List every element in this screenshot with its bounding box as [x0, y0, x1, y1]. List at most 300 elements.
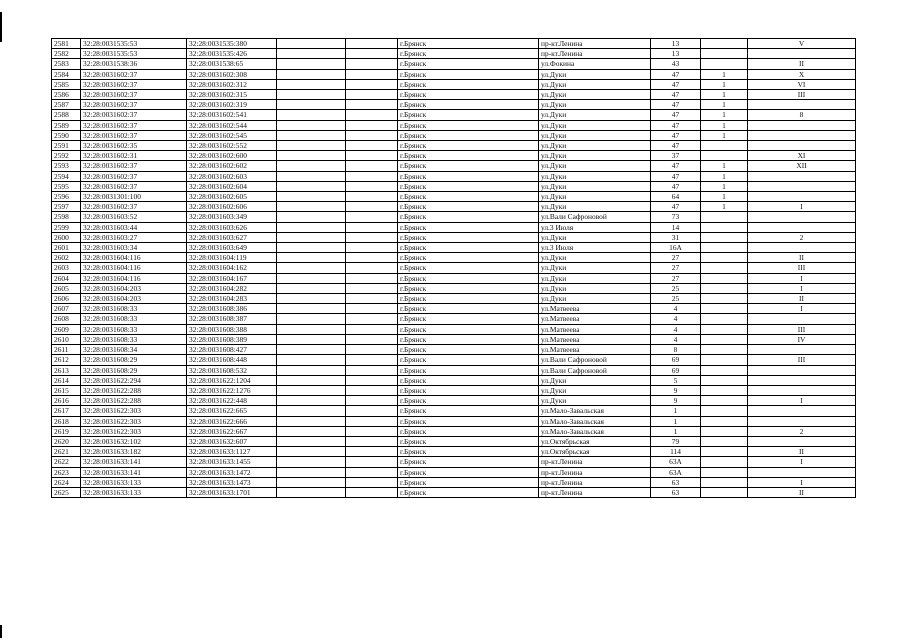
land-cadastral-number-cell: 32:28:0031602:37 — [81, 161, 187, 171]
house-number-cell: 47 — [651, 79, 701, 89]
building-number-cell — [701, 457, 748, 467]
house-number-cell: 47 — [651, 161, 701, 171]
city-cell: г.Брянск — [398, 294, 539, 304]
object-cadastral-number-cell: 32:28:0031622:1276 — [187, 385, 277, 395]
street-cell: пр-кт.Ленина — [539, 457, 651, 467]
empty-col-a-cell — [277, 283, 346, 293]
land-cadastral-number-cell: 32:28:0031602:35 — [81, 141, 187, 151]
building-number-cell — [701, 396, 748, 406]
premises-number-cell: I — [748, 304, 856, 314]
empty-col-a-cell — [277, 324, 346, 334]
street-cell: ул.Дуки — [539, 192, 651, 202]
table-row — [52, 151, 856, 161]
premises-number-cell — [748, 100, 856, 110]
premises-number-cell: V — [748, 39, 856, 49]
city-cell: г.Брянск — [398, 69, 539, 79]
empty-col-a-cell — [277, 90, 346, 100]
object-cadastral-number-cell: 32:28:0031604:119 — [187, 253, 277, 263]
house-number-cell: 63А — [651, 467, 701, 477]
premises-number-cell — [748, 416, 856, 426]
city-cell: г.Брянск — [398, 141, 539, 151]
house-number-cell: 25 — [651, 294, 701, 304]
empty-col-a-cell — [277, 120, 346, 130]
object-cadastral-number-cell: 32:28:0031622:666 — [187, 416, 277, 426]
city-cell: г.Брянск — [398, 416, 539, 426]
empty-col-a-cell — [277, 161, 346, 171]
building-number-cell: 1 — [701, 100, 748, 110]
object-cadastral-number-cell: 32:28:0031602:308 — [187, 69, 277, 79]
premises-number-cell: 2 — [748, 426, 856, 436]
empty-col-b-cell — [346, 253, 398, 263]
city-cell: г.Брянск — [398, 314, 539, 324]
premises-number-cell: II — [748, 447, 856, 457]
empty-col-a-cell — [277, 49, 346, 59]
street-cell: ул.Дуки — [539, 232, 651, 242]
empty-col-b-cell — [346, 355, 398, 365]
object-cadastral-number-cell: 32:28:0031604:283 — [187, 294, 277, 304]
building-number-cell — [701, 253, 748, 263]
table-row — [52, 416, 856, 426]
city-cell: г.Брянск — [398, 130, 539, 140]
empty-col-b-cell — [346, 477, 398, 487]
building-number-cell: 1 — [701, 120, 748, 130]
premises-number-cell: II — [748, 253, 856, 263]
street-cell: ул.Матвеева — [539, 304, 651, 314]
building-number-cell — [701, 467, 748, 477]
object-cadastral-number-cell: 32:28:0031603:627 — [187, 232, 277, 242]
street-cell: ул.Дуки — [539, 375, 651, 385]
house-number-cell: 47 — [651, 69, 701, 79]
city-cell: г.Брянск — [398, 202, 539, 212]
empty-col-a-cell — [277, 406, 346, 416]
city-cell: г.Брянск — [398, 263, 539, 273]
street-cell: ул.Дуки — [539, 69, 651, 79]
land-cadastral-number-cell: 32:28:0031632:102 — [81, 436, 187, 446]
house-number-cell: 1 — [651, 406, 701, 416]
street-cell: ул.Дуки — [539, 263, 651, 273]
empty-col-b-cell — [346, 100, 398, 110]
empty-col-a-cell — [277, 273, 346, 283]
land-cadastral-number-cell: 32:28:0031535:53 — [81, 49, 187, 59]
table-row — [52, 345, 856, 355]
table-row — [52, 243, 856, 253]
empty-col-a-cell — [277, 59, 346, 69]
city-cell: г.Брянск — [398, 396, 539, 406]
land-cadastral-number-cell: 32:28:0031633:133 — [81, 487, 187, 497]
street-cell: ул.Мало-Завальская — [539, 426, 651, 436]
street-cell: пр-кт.Ленина — [539, 467, 651, 477]
table-row — [52, 222, 856, 232]
land-cadastral-number-cell: 32:28:0031603:27 — [81, 232, 187, 242]
land-cadastral-number-cell: 32:28:0031602:37 — [81, 100, 187, 110]
building-number-cell — [701, 151, 748, 161]
building-number-cell — [701, 59, 748, 69]
city-cell: г.Брянск — [398, 273, 539, 283]
premises-number-cell: I — [748, 202, 856, 212]
row-number-cell: 2614 — [52, 375, 81, 385]
empty-col-a-cell — [277, 396, 346, 406]
empty-col-b-cell — [346, 304, 398, 314]
street-cell: ул.Дуки — [539, 151, 651, 161]
object-cadastral-number-cell: 32:28:0031622:667 — [187, 426, 277, 436]
premises-number-cell — [748, 120, 856, 130]
table-row — [52, 192, 856, 202]
building-number-cell: 1 — [701, 202, 748, 212]
premises-number-cell: VI — [748, 79, 856, 89]
row-number-cell: 2582 — [52, 49, 81, 59]
building-number-cell — [701, 406, 748, 416]
building-number-cell — [701, 436, 748, 446]
empty-col-b-cell — [346, 416, 398, 426]
empty-col-a-cell — [277, 426, 346, 436]
premises-number-cell — [748, 406, 856, 416]
land-cadastral-number-cell: 32:28:0031604:203 — [81, 294, 187, 304]
table-row — [52, 100, 856, 110]
row-number-cell: 2625 — [52, 487, 81, 497]
premises-number-cell — [748, 375, 856, 385]
empty-col-b-cell — [346, 232, 398, 242]
row-number-cell: 2589 — [52, 120, 81, 130]
row-number-cell: 2601 — [52, 243, 81, 253]
house-number-cell: 14 — [651, 222, 701, 232]
row-number-cell: 2590 — [52, 130, 81, 140]
empty-col-b-cell — [346, 396, 398, 406]
empty-col-b-cell — [346, 385, 398, 395]
table-row — [52, 324, 856, 334]
row-number-cell: 2613 — [52, 365, 81, 375]
house-number-cell: 47 — [651, 141, 701, 151]
empty-col-b-cell — [346, 192, 398, 202]
city-cell: г.Брянск — [398, 406, 539, 416]
street-cell: ул.Дуки — [539, 283, 651, 293]
city-cell: г.Брянск — [398, 181, 539, 191]
row-number-cell: 2623 — [52, 467, 81, 477]
street-cell: ул.3 Июля — [539, 222, 651, 232]
city-cell: г.Брянск — [398, 253, 539, 263]
land-cadastral-number-cell: 32:28:0031604:203 — [81, 283, 187, 293]
street-cell: ул.Дуки — [539, 161, 651, 171]
premises-number-cell — [748, 171, 856, 181]
house-number-cell: 79 — [651, 436, 701, 446]
empty-col-a-cell — [277, 110, 346, 120]
city-cell: г.Брянск — [398, 345, 539, 355]
empty-col-b-cell — [346, 202, 398, 212]
house-number-cell: 114 — [651, 447, 701, 457]
table-row — [52, 487, 856, 497]
house-number-cell: 37 — [651, 151, 701, 161]
street-cell: ул.Дуки — [539, 110, 651, 120]
city-cell: г.Брянск — [398, 304, 539, 314]
building-number-cell: 1 — [701, 181, 748, 191]
table-row — [52, 375, 856, 385]
house-number-cell: 47 — [651, 130, 701, 140]
object-cadastral-number-cell: 32:28:0031603:649 — [187, 243, 277, 253]
object-cadastral-number-cell: 32:28:0031633:1472 — [187, 467, 277, 477]
empty-col-a-cell — [277, 79, 346, 89]
house-number-cell: 47 — [651, 202, 701, 212]
object-cadastral-number-cell: 32:28:0031535:380 — [187, 39, 277, 49]
empty-col-b-cell — [346, 487, 398, 497]
street-cell: пр-кт.Ленина — [539, 39, 651, 49]
table-row — [52, 396, 856, 406]
premises-number-cell: 8 — [748, 110, 856, 120]
house-number-cell: 4 — [651, 324, 701, 334]
building-number-cell — [701, 141, 748, 151]
empty-col-b-cell — [346, 426, 398, 436]
land-cadastral-number-cell: 32:28:0031604:116 — [81, 263, 187, 273]
row-number-cell: 2602 — [52, 253, 81, 263]
empty-col-a-cell — [277, 447, 346, 457]
land-cadastral-number-cell: 32:28:0031608:29 — [81, 365, 187, 375]
empty-col-a-cell — [277, 457, 346, 467]
table-row — [52, 283, 856, 293]
building-number-cell: 1 — [701, 79, 748, 89]
empty-col-b-cell — [346, 283, 398, 293]
empty-col-b-cell — [346, 120, 398, 130]
city-cell: г.Брянск — [398, 232, 539, 242]
house-number-cell: 73 — [651, 212, 701, 222]
land-cadastral-number-cell: 32:28:0031608:29 — [81, 355, 187, 365]
street-cell: ул.Октябрьская — [539, 447, 651, 457]
empty-col-b-cell — [346, 181, 398, 191]
house-number-cell: 4 — [651, 334, 701, 344]
land-cadastral-number-cell: 32:28:0031535:53 — [81, 39, 187, 49]
empty-col-b-cell — [346, 79, 398, 89]
city-cell: г.Брянск — [398, 467, 539, 477]
land-cadastral-number-cell: 32:28:0031608:34 — [81, 345, 187, 355]
row-number-cell: 2591 — [52, 141, 81, 151]
land-cadastral-number-cell: 32:28:0031608:33 — [81, 304, 187, 314]
table-row — [52, 457, 856, 467]
empty-col-b-cell — [346, 222, 398, 232]
premises-number-cell: I — [748, 457, 856, 467]
land-cadastral-number-cell: 32:28:0031602:37 — [81, 69, 187, 79]
object-cadastral-number-cell: 32:28:0031602:606 — [187, 202, 277, 212]
premises-number-cell: III — [748, 90, 856, 100]
object-cadastral-number-cell: 32:28:0031602:315 — [187, 90, 277, 100]
building-number-cell — [701, 243, 748, 253]
empty-col-a-cell — [277, 171, 346, 181]
row-number-cell: 2604 — [52, 273, 81, 283]
row-number-cell: 2581 — [52, 39, 81, 49]
object-cadastral-number-cell: 32:28:0031602:545 — [187, 130, 277, 140]
house-number-cell: 1 — [651, 416, 701, 426]
street-cell: ул.Дуки — [539, 253, 651, 263]
city-cell: г.Брянск — [398, 79, 539, 89]
empty-col-b-cell — [346, 212, 398, 222]
empty-col-b-cell — [346, 294, 398, 304]
building-number-cell: 1 — [701, 171, 748, 181]
house-number-cell: 25 — [651, 283, 701, 293]
row-number-cell: 2620 — [52, 436, 81, 446]
table-row — [52, 406, 856, 416]
table-row — [52, 110, 856, 120]
table-row — [52, 447, 856, 457]
street-cell: ул.Дуки — [539, 202, 651, 212]
empty-col-a-cell — [277, 192, 346, 202]
street-cell: ул.3 Июля — [539, 243, 651, 253]
house-number-cell: 63 — [651, 477, 701, 487]
object-cadastral-number-cell: 32:28:0031633:1701 — [187, 487, 277, 497]
empty-col-a-cell — [277, 100, 346, 110]
empty-col-b-cell — [346, 334, 398, 344]
house-number-cell: 47 — [651, 110, 701, 120]
empty-col-a-cell — [277, 212, 346, 222]
table-row — [52, 120, 856, 130]
premises-number-cell: I — [748, 273, 856, 283]
empty-col-a-cell — [277, 253, 346, 263]
empty-col-b-cell — [346, 39, 398, 49]
land-cadastral-number-cell: 32:28:0031602:37 — [81, 171, 187, 181]
row-number-cell: 2607 — [52, 304, 81, 314]
house-number-cell: 4 — [651, 314, 701, 324]
empty-col-b-cell — [346, 141, 398, 151]
premises-number-cell — [748, 181, 856, 191]
table-row — [52, 426, 856, 436]
house-number-cell: 4 — [651, 304, 701, 314]
city-cell: г.Брянск — [398, 457, 539, 467]
house-number-cell: 47 — [651, 171, 701, 181]
city-cell: г.Брянск — [398, 436, 539, 446]
house-number-cell: 63А — [651, 457, 701, 467]
street-cell: ул.Дуки — [539, 294, 651, 304]
street-cell: пр-кт.Ленина — [539, 477, 651, 487]
city-cell: г.Брянск — [398, 334, 539, 344]
city-cell: г.Брянск — [398, 120, 539, 130]
land-cadastral-number-cell: 32:28:0031622:294 — [81, 375, 187, 385]
object-cadastral-number-cell: 32:28:0031535:426 — [187, 49, 277, 59]
premises-number-cell: 2 — [748, 232, 856, 242]
object-cadastral-number-cell: 32:28:0031633:1473 — [187, 477, 277, 487]
premises-number-cell: II — [748, 487, 856, 497]
row-number-cell: 2619 — [52, 426, 81, 436]
city-cell: г.Брянск — [398, 151, 539, 161]
premises-number-cell — [748, 141, 856, 151]
land-cadastral-number-cell: 32:28:0031603:44 — [81, 222, 187, 232]
empty-col-a-cell — [277, 151, 346, 161]
building-number-cell — [701, 222, 748, 232]
table-row — [52, 161, 856, 171]
premises-number-cell — [748, 345, 856, 355]
street-cell: ул.Дуки — [539, 130, 651, 140]
city-cell: г.Брянск — [398, 100, 539, 110]
city-cell: г.Брянск — [398, 365, 539, 375]
city-cell: г.Брянск — [398, 222, 539, 232]
land-cadastral-number-cell: 32:28:0031538:36 — [81, 59, 187, 69]
street-cell: ул.Мало-Завальская — [539, 416, 651, 426]
street-cell: ул.Дуки — [539, 79, 651, 89]
object-cadastral-number-cell: 32:28:0031602:541 — [187, 110, 277, 120]
table-row — [52, 90, 856, 100]
empty-col-a-cell — [277, 416, 346, 426]
row-number-cell: 2592 — [52, 151, 81, 161]
house-number-cell: 27 — [651, 253, 701, 263]
row-number-cell: 2587 — [52, 100, 81, 110]
empty-col-a-cell — [277, 314, 346, 324]
empty-col-a-cell — [277, 385, 346, 395]
land-cadastral-number-cell: 32:28:0031602:31 — [81, 151, 187, 161]
row-number-cell: 2586 — [52, 90, 81, 100]
premises-number-cell: II — [748, 59, 856, 69]
land-cadastral-number-cell: 32:28:0031602:37 — [81, 202, 187, 212]
object-cadastral-number-cell: 32:28:0031633:1455 — [187, 457, 277, 467]
table-row — [52, 314, 856, 324]
row-number-cell: 2612 — [52, 355, 81, 365]
premises-number-cell — [748, 222, 856, 232]
house-number-cell: 5 — [651, 375, 701, 385]
house-number-cell: 69 — [651, 355, 701, 365]
row-number-cell: 2605 — [52, 283, 81, 293]
empty-col-a-cell — [277, 334, 346, 344]
building-number-cell — [701, 426, 748, 436]
building-number-cell — [701, 314, 748, 324]
row-number-cell: 2617 — [52, 406, 81, 416]
land-cadastral-number-cell: 32:28:0031622:288 — [81, 385, 187, 395]
land-cadastral-number-cell: 32:28:0031622:303 — [81, 416, 187, 426]
house-number-cell: 47 — [651, 120, 701, 130]
object-cadastral-number-cell: 32:28:0031602:605 — [187, 192, 277, 202]
row-number-cell: 2624 — [52, 477, 81, 487]
land-cadastral-number-cell: 32:28:0031633:182 — [81, 447, 187, 457]
building-number-cell — [701, 324, 748, 334]
empty-col-a-cell — [277, 467, 346, 477]
land-cadastral-number-cell: 32:28:0031604:116 — [81, 273, 187, 283]
street-cell: ул.Матвеева — [539, 334, 651, 344]
empty-col-a-cell — [277, 243, 346, 253]
premises-number-cell: II — [748, 294, 856, 304]
object-cadastral-number-cell: 32:28:0031608:386 — [187, 304, 277, 314]
table-row — [52, 334, 856, 344]
city-cell: г.Брянск — [398, 59, 539, 69]
table-row — [52, 79, 856, 89]
land-cadastral-number-cell: 32:28:0031602:37 — [81, 79, 187, 89]
land-cadastral-number-cell: 32:28:0031608:33 — [81, 314, 187, 324]
premises-number-cell — [748, 243, 856, 253]
building-number-cell: 1 — [701, 90, 748, 100]
premises-number-cell — [748, 130, 856, 140]
land-cadastral-number-cell: 32:28:0031602:37 — [81, 90, 187, 100]
row-number-cell: 2603 — [52, 263, 81, 273]
object-cadastral-number-cell: 32:28:0031602:600 — [187, 151, 277, 161]
empty-col-a-cell — [277, 436, 346, 446]
premises-number-cell: X — [748, 69, 856, 79]
building-number-cell — [701, 334, 748, 344]
land-cadastral-number-cell: 32:28:0031602:37 — [81, 181, 187, 191]
premises-number-cell — [748, 436, 856, 446]
row-number-cell: 2599 — [52, 222, 81, 232]
building-number-cell: 1 — [701, 161, 748, 171]
empty-col-b-cell — [346, 467, 398, 477]
row-number-cell: 2608 — [52, 314, 81, 324]
table-row — [52, 263, 856, 273]
row-number-cell: 2596 — [52, 192, 81, 202]
land-cadastral-number-cell: 32:28:0031608:33 — [81, 324, 187, 334]
empty-col-b-cell — [346, 171, 398, 181]
empty-col-b-cell — [346, 59, 398, 69]
object-cadastral-number-cell: 32:28:0031608:532 — [187, 365, 277, 375]
city-cell: г.Брянск — [398, 90, 539, 100]
city-cell: г.Брянск — [398, 110, 539, 120]
street-cell: пр-кт.Ленина — [539, 49, 651, 59]
empty-col-a-cell — [277, 375, 346, 385]
row-number-cell: 2584 — [52, 69, 81, 79]
object-cadastral-number-cell: 32:28:0031608:427 — [187, 345, 277, 355]
land-cadastral-number-cell: 32:28:0031603:34 — [81, 243, 187, 253]
house-number-cell: 47 — [651, 100, 701, 110]
table-row — [52, 39, 856, 49]
street-cell: ул.Матвеева — [539, 345, 651, 355]
empty-col-a-cell — [277, 69, 346, 79]
